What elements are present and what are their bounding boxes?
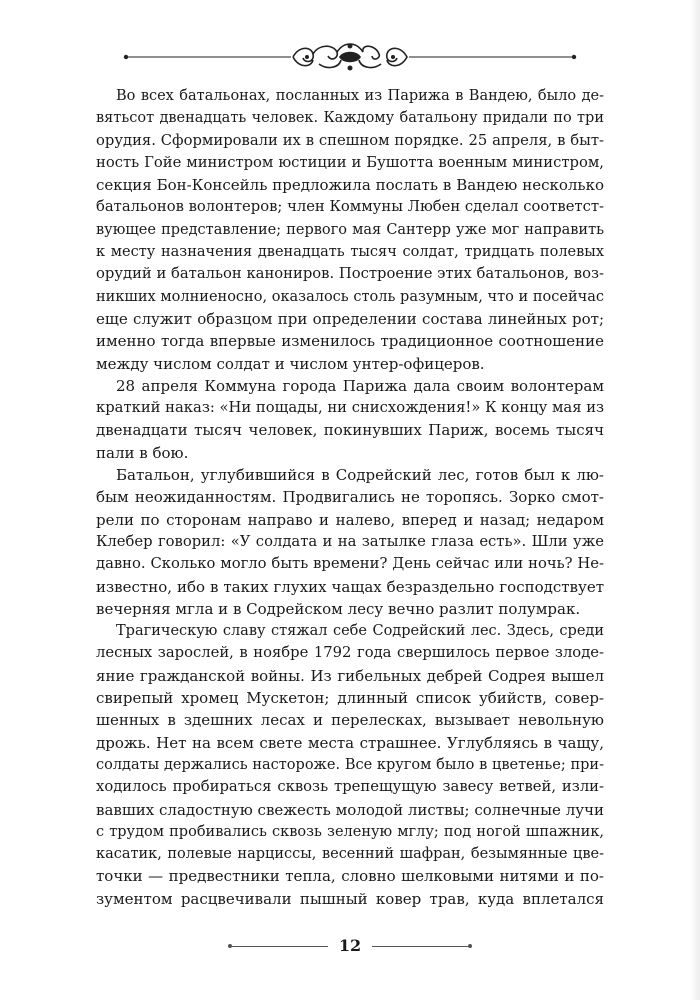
text-line: солдаты держались настороже. Все кругом было в цветенье; при- (96, 756, 604, 773)
page-number: 12 (338, 936, 362, 955)
text-line: двенадцати тысяч человек, покинувших Париж, восемь тысяч (96, 421, 604, 440)
text-line: Трагическую славу стяжал себе Содрейский лес. Здесь, среди (116, 623, 604, 640)
text-line: зументом расцвечивали пышный ковер трав, куда вплетался (96, 889, 604, 908)
text-line: лесных зарослей, в ноябре 1792 года свершилось первое злоде- (96, 644, 604, 662)
text-line: вующее представление; первого мая Сантерр уже мог направить (96, 221, 604, 238)
text-line: к месту назначения двенадцать тысяч солдат, тридцать полевых (96, 244, 604, 261)
text-line: свирепый хромец Мускетон; длинный список убийств, совер- (96, 689, 604, 708)
text-line: вятьсот двенадцать человек. Каждому батальону придали по три (96, 110, 604, 127)
text-line: вечерняя мгла и в Содрейском лесу вечно разлит полумрак. (96, 599, 581, 618)
text-line: точки — предвестники тепла, словно шелковыми нитями и по- (96, 867, 604, 886)
page-edge-shadow (690, 0, 700, 1000)
text-line: именно тогда впервые изменилось традиционное соотношение (96, 332, 604, 351)
text-line: вавших сладостную свежесть молодой листвы; солнечные лучи (96, 800, 604, 819)
text-line: между числом солдат и числом унтер-офицеров. (96, 354, 485, 373)
text-line: дрожь. Нет на всем свете места страшнее. Углубляясь в чащу, (96, 733, 604, 752)
header-ornament-icon (123, 38, 577, 74)
text-line: ность Гойе министром юстиции и Бушотта военным министром, (96, 153, 604, 171)
paragraph-4 (96, 620, 604, 910)
footer-rule-right (372, 946, 472, 947)
text-line: никших молниеносно, оказалось столь разумным, что и посейчас (96, 288, 604, 305)
paragraph-2 (96, 375, 604, 464)
text-line: с трудом пробивались сквозь зеленую мглу; под ногой шпажник, (96, 823, 604, 840)
text-line: шенных в здешних лесах и перелесках, вызывает невольную (96, 711, 604, 730)
text-line: краткий наказ: «Ни пощады, ни снисхождения!» К концу мая из (96, 399, 605, 417)
text-line: Во всех батальонах, посланных из Парижа в Вандею, было де- (116, 88, 604, 104)
text-line: рели по сторонам направо и налево, вперед и назад; недаром (96, 510, 604, 529)
text-line: касатик, полевые нарциссы, весенний шафран, безымянные цве- (96, 846, 604, 863)
text-line: еще служит образцом при определении состава линейных рот; (96, 309, 604, 328)
text-line: 28 апреля Коммуна города Парижа дала своим волонтерам (116, 376, 604, 395)
text-line: Батальон, углубившийся в Содрейский лес, готов был к лю- (116, 466, 604, 485)
text-line: орудий и батальон канониров. Построение этих батальонов, воз- (96, 265, 604, 283)
text-line: давно. Сколько могло быть времени? День сейчас или ночь? Не- (96, 555, 604, 573)
text-line: пали в бою. (96, 443, 189, 462)
paragraph-1 (96, 85, 604, 375)
page-footer (228, 934, 472, 958)
text-line: секция Бон-Консейль предложила послать в Вандею несколько (96, 176, 604, 195)
text-line: ходилось пробираться сквозь трепещущую завесу ветвей, изли- (96, 778, 604, 796)
text-line: яние гражданской войны. Из гибельных дебрей Содрея вышел (96, 666, 604, 685)
text-line: батальонов волонтеров; член Коммуны Любен сделал соответст- (96, 198, 604, 216)
body-text (96, 85, 604, 910)
paragraph-3 (96, 464, 604, 620)
text-line: орудия. Сформировали их в спешном порядке. 25 апреля, в быт- (96, 131, 604, 149)
footer-dot-icon (468, 944, 472, 948)
text-line: бым неожиданностям. Продвигались не торопясь. Зорко смот- (96, 488, 604, 507)
text-line: известно, ибо в таких глухих чащах безраздельно господствует (96, 577, 604, 596)
text-line: Клебер говорил: «У солдата и на затылке глаза есть». Шли уже (96, 532, 604, 550)
